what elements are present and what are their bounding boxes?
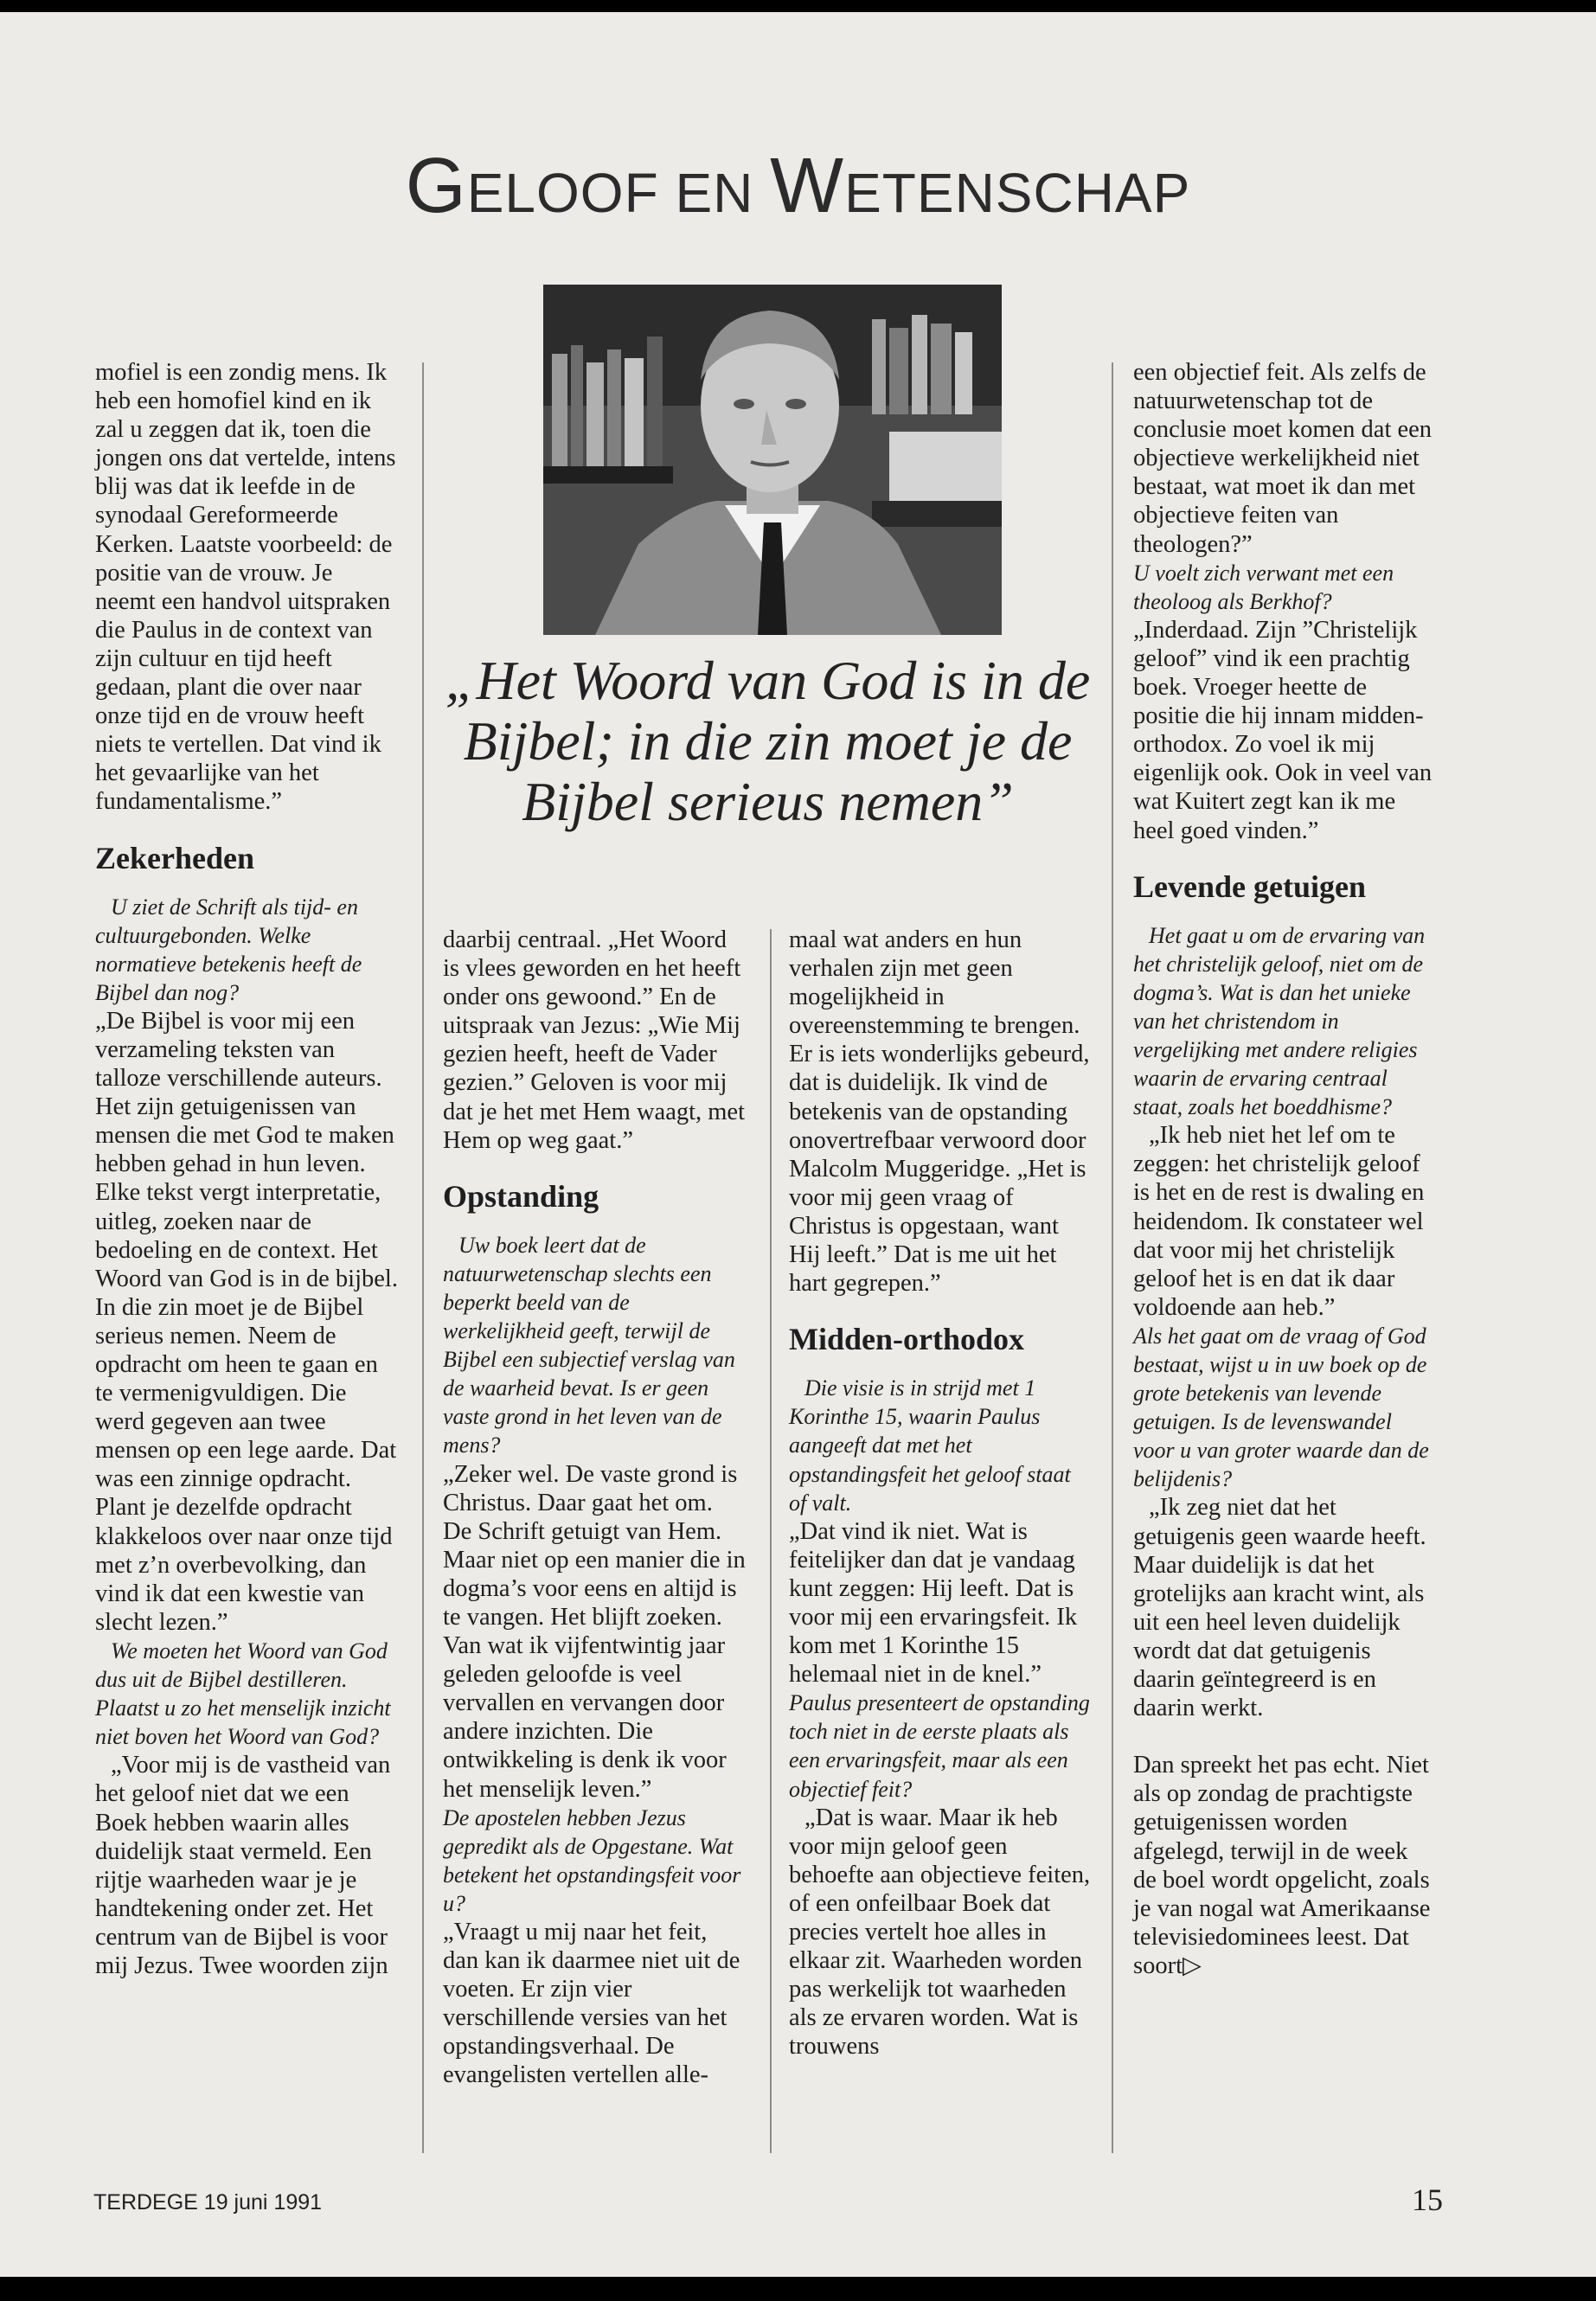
interview-question: Het gaat u om de ervaring van het christelijk geloof, niet om de dogma’s. Wat is dan het unieke van het christendom in vergelijking met andere religies waarin de ervaring centraal staat, zoals het boeddhisme?	[1133, 922, 1426, 1120]
paragraph: „De Bijbel is voor mij een verzameling teksten van talloze verschillende auteurs. Het zijn getuigenissen van mensen die met God te maken hebben gehad in hun leven. Elke tekst vergt interpretatie, uitleg, zoeken naar de bedoeling en de context. Het Woord van God is in de bijbel. In die zin moet je de Bijbel serieus nemen. Neem de opdracht om heen te gaan en te vermenigvuldigen. Die werd gegeven aan twee mensen op een lege aarde. Dat was een zinnige opdracht. Plant je dezelfde opdracht klakkeloos over naar onze tijd met z’n overbevolking, dan vind ik dat een kwestie van slecht lezen.”	[95, 1007, 398, 1636]
interview-question: U ziet de Schrift als tijd- en cultuurgebonden. Welke normatieve betekenis heeft de Bijbel dan nog?	[95, 894, 362, 1005]
column-divider	[422, 362, 424, 2153]
paragraph: „Zeker wel. De vaste grond is Christus. Daar gaat het om. De Schrift getuigt van Hem. Maar niet op een manier die in dogma’s voor eens en altijd is te vangen. Het blijft zoeken. Van wat ik vijfentwintig jaar geleden geloofde is veel vervallen en vervangen door andere inzichten. Die ontwikkeling is denk ik voor het menselijk leven.”	[443, 1460, 746, 1803]
paragraph: daarbij centraal. „Het Woord is vlees geworden en het heeft onder ons gewoond.” En de uitspraak van Jezus: „Wie Mij gezien heeft, heeft de Vader gezien.” Geloven is voor mij dat je het met Hem waagt, met Hem op weg gaat.”	[443, 926, 745, 1154]
column-divider	[1112, 362, 1113, 2153]
paragraph: „Dat is waar. Maar ik heb voor mijn geloof geen behoefte aan objectieve feiten, of een onfeilbaar Boek dat precies vertelt hoe alles in elkaar zit. Waarheden worden pas werkelijk tot waarheden als ze ervaren worden. Wat is trouwens	[789, 1804, 1091, 2061]
interview-question: De apostelen hebben Jezus gepredikt als de Opgestane. Wat betekent het opstandingsfeit voor u?	[443, 1804, 741, 1916]
interview-question: Die visie is in strijd met 1 Korinthe 15, waarin Paulus aangeeft dat met het opstandingsfeit het geloof staat of valt.	[789, 1375, 1071, 1516]
portrait-photo	[543, 285, 1002, 635]
paragraph: een objectief feit. Als zelfs de natuurwetenschap tot de conclusie moet komen dat een objectieve werkelijkheid niet bestaat, wat moet ik dan met objectieve feiten van theologen?”	[1133, 359, 1433, 558]
interview-question: Paulus presenteert de opstanding toch niet in de eerste plaats als een ervaringsfeit, maar als een objectief feit?	[789, 1690, 1090, 1802]
paragraph: „Ik heb niet het lef om te zeggen: het christelijk geloof is het en de rest is dwaling en heidendom. Ik constateer wel dat voor mij het christelijk geloof het is en dat ik daar voldoende aan heb.”	[1133, 1122, 1425, 1321]
interview-question: Uw boek leert dat de natuurwetenschap slechts een beperkt beeld van de werkelijkheid geeft, terwijl de Bijbel een subjectief verslag van de waarheid bevat. Is er geen vaste grond in het leven van de mens?	[443, 1232, 735, 1458]
subheading: Midden-orthodox	[789, 1322, 1025, 1357]
paragraph: maal wat anders en hun verhalen zijn met geen mogelijkheid in overeenstemming te brengen. Er is iets wonderlijks gebeurd, dat is duidelijk. Ik vind de betekenis van de opstanding onovertrefbaar verwoord door Malcolm Muggeridge. „Het is voor mij geen vraag of Christus is opgestaan, want Hij leeft.” Dat is me uit het hart gegrepen.”	[789, 926, 1090, 1298]
text-column-3	[789, 926, 1092, 2061]
paragraph: Dan spreekt het pas echt. Niet als op zondag de prachtigste getuigenissen worden afgelegd, terwijl in de week de boel wordt opgelicht, zoals je van nogal wat Amerikaanse televisiedominees leest. Dat soort▷	[1133, 1752, 1431, 1979]
portrait-photo-icon	[543, 285, 1002, 635]
column-divider	[770, 929, 772, 2153]
paragraph: „Voor mij is de vastheid van het geloof niet dat we een Boek hebben waarin alles duidelijk staat vermeld. Een rijtje waarheden waar je je handtekening onder zet. Het centrum van de Bijbel is voor mij Jezus. Twee woorden zijn	[95, 1752, 391, 1979]
paragraph: „Dat vind ik niet. Wat is feitelijker dan dat je vandaag kunt zeggen: Hij leeft. Dat is voor mij een ervaringsfeit. Ik kom met 1 Korinthe 15 helemaal niet in de knel.”	[789, 1517, 1078, 1689]
magazine-page	[0, 12, 1596, 2277]
subheading: Opstanding	[443, 1178, 599, 1214]
pull-quote: „Het Woord van God is in de Bijbel; in die zin moet je de Bijbel serieus nemen”	[445, 650, 1091, 832]
paragraph: mofiel is een zondig mens. Ik heb een homofiel kind en ik zal u zeggen dat ik, toen die jongen ons dat vertelde, intens blij was dat ik leefde in de synodaal Gereformeerde Kerken. Laatste voorbeeld: de positie van de vrouw. Je neemt een handvol uitspraken die Paulus in de context van zijn cultuur en tijd heeft gedaan, plant die over naar onze tijd en de vrouw heeft niets te vertellen. Dat vind ik het gevaarlijke van het fundamentalisme.”	[95, 359, 396, 816]
paragraph: „Ik zeg niet dat het getuigenis geen waarde heeft. Maar duidelijk is dat het grotelijks aan kracht wint, als uit een heel leven duidelijk wordt dat dat getuigenis daarin geïntegreerd is en daarin werkt.	[1133, 1494, 1426, 1722]
subheading: Zekerheden	[95, 840, 254, 875]
interview-question: U voelt zich verwant met een theoloog als Berkhof?	[1133, 560, 1394, 614]
section-header: GELOOF EN WETENSCHAP	[405, 143, 1191, 229]
subheading: Levende getuigen	[1133, 868, 1366, 904]
text-column-1	[95, 358, 398, 1980]
footer-publication: TERDEGE 19 juni 1991	[93, 2190, 323, 2214]
text-column-2	[443, 926, 746, 2090]
paragraph-gap	[1133, 1722, 1436, 1751]
paragraph: „Vraagt u mij naar het feit, dan kan ik daarmee niet uit de voeten. Er zijn vier verschillende versies van het opstandingsverhaal. De evangelisten vertellen alle-	[443, 1919, 740, 2089]
interview-question: We moeten het Woord van God dus uit de Bijbel destilleren. Plaatst u zo het menselijk inzicht niet boven het Woord van God?	[95, 1638, 391, 1750]
interview-question: Als het gaat om de vraag of God bestaat, wijst u in uw boek op de grote betekenis van levende getuigen. Is de levenswandel voor u van groter waarde dan de belijdenis?	[1133, 1323, 1429, 1492]
text-column-4	[1133, 358, 1436, 1980]
page-number: 15	[1412, 2182, 1443, 2217]
paragraph: „Inderdaad. Zijn ”Christelijk geloof” vind ik een prachtig boek. Vroeger heette de positie die hij innam midden-orthodox. Zo voel ik mij eigenlijk ook. Ook in veel van wat Kuitert zegt kan ik me heel goed vinden.”	[1133, 616, 1433, 844]
